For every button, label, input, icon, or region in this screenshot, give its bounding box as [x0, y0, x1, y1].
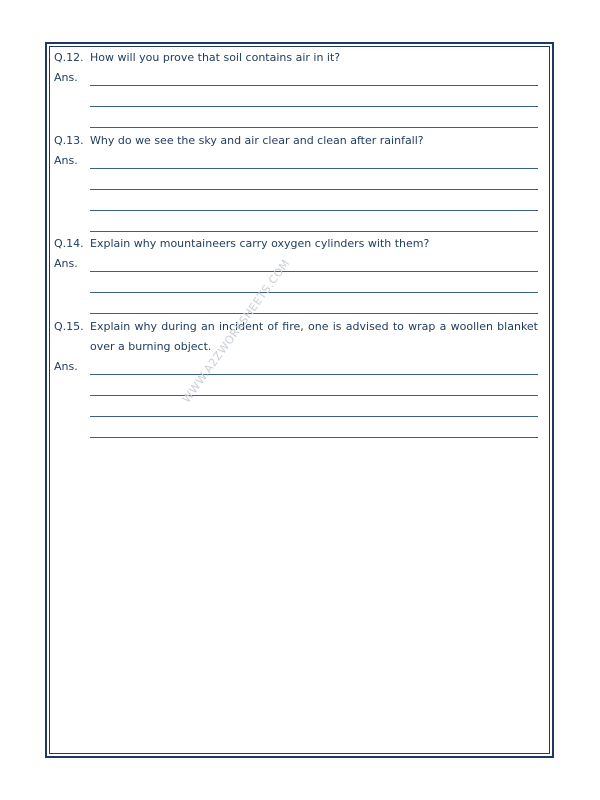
answer-line[interactable]: [90, 375, 538, 396]
question-number: Q.14.: [54, 237, 84, 250]
question-number: Q.13.: [54, 134, 84, 147]
answer-line[interactable]: [90, 417, 538, 438]
question-number: Q.15.: [54, 320, 84, 333]
question-number: Q.12.: [54, 51, 84, 64]
question-13: [54, 131, 544, 232]
question-text: How will you prove that soil contains air in it?: [90, 51, 341, 64]
answer-line[interactable]: [90, 70, 538, 86]
answer-area: [54, 70, 544, 128]
question-15: [54, 317, 544, 438]
answer-line[interactable]: [90, 272, 538, 293]
answer-line[interactable]: [90, 190, 538, 211]
question-12: [54, 48, 544, 128]
answer-line[interactable]: [90, 153, 538, 169]
answer-label: Ans.: [54, 154, 78, 167]
answer-line[interactable]: [90, 293, 538, 314]
answer-line[interactable]: [90, 359, 538, 375]
answer-area: [54, 256, 544, 314]
answer-label: Ans.: [54, 360, 78, 373]
question-text: Explain why mountaineers carry oxygen cylinders with them?: [90, 237, 430, 250]
question-text: Explain why during an incident of fire, one is advised to wrap a woollen blanket over a burning object.: [90, 320, 538, 353]
answer-area: [54, 153, 544, 232]
answer-line[interactable]: [90, 256, 538, 272]
watermark-text: WWW.A2ZWORKSHEETS.COM: [179, 256, 293, 406]
question-text: Why do we see the sky and air clear and clean after rainfall?: [90, 134, 424, 147]
answer-line[interactable]: [90, 107, 538, 128]
answer-line[interactable]: [90, 211, 538, 232]
answer-area: [54, 359, 544, 438]
answer-line[interactable]: [90, 169, 538, 190]
answer-label: Ans.: [54, 71, 78, 84]
question-14: [54, 234, 544, 314]
answer-line[interactable]: [90, 86, 538, 107]
answer-line[interactable]: [90, 396, 538, 417]
answer-label: Ans.: [54, 257, 78, 270]
